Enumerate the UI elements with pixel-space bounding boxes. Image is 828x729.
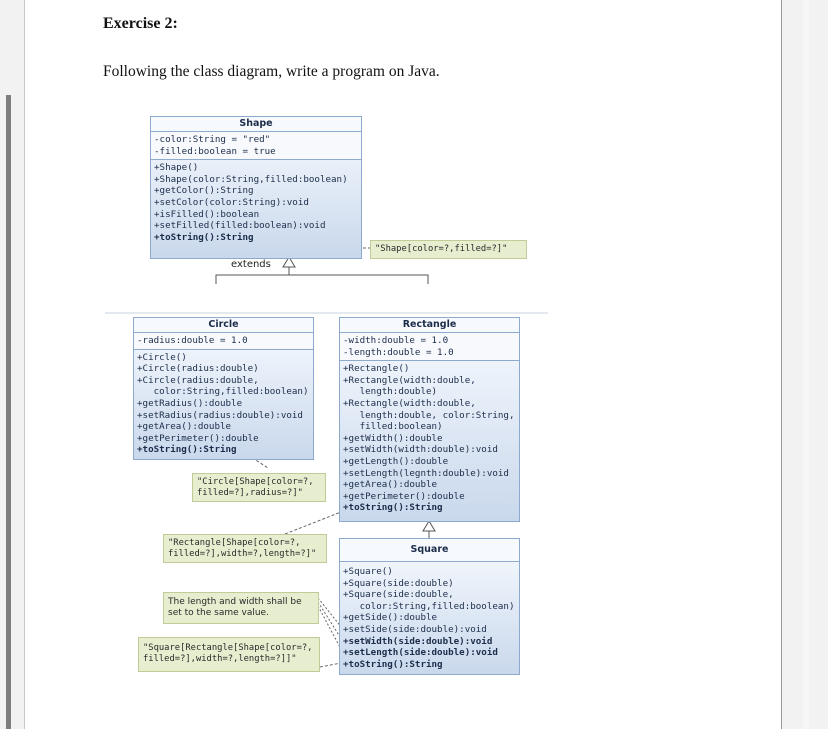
circle-methods: [134, 350, 313, 458]
method: +Rectangle(width:double,: [343, 374, 476, 386]
method: +Square(): [343, 566, 393, 577]
shape-class-name: Shape: [151, 117, 361, 132]
square-note-connector: [320, 663, 341, 667]
note-text: set to the same value.: [168, 608, 269, 618]
square-class: [339, 538, 520, 675]
rectangle-class-name: Rectangle: [340, 318, 519, 333]
square-tostring-note: [138, 637, 320, 672]
extends-label: extends: [231, 259, 271, 270]
shape-attributes: [151, 132, 361, 160]
method: +Rectangle(): [343, 363, 410, 375]
method: +Square(side:double,: [343, 589, 454, 601]
shape-class: [150, 116, 362, 259]
method: +toString():String: [137, 444, 237, 456]
circle-tostring-note: [192, 473, 326, 502]
shape-tostring-note: [370, 240, 527, 259]
note-text: "Shape[color=?,filled=?]": [375, 244, 508, 254]
method: +toString():String: [343, 658, 443, 670]
note-text: "Circle[Shape[color=?,: [197, 477, 314, 487]
square-methods: [340, 562, 519, 672]
note-text: "Rectangle[Shape[color=?,: [168, 538, 301, 548]
square-extends-arrowhead: [423, 521, 435, 531]
method: +getArea():double: [137, 421, 232, 433]
method: length:double, color:String,: [343, 409, 515, 421]
method: +setLength(legnth:double):void: [343, 467, 509, 479]
method: +getColor():String: [154, 185, 254, 197]
note-text: The length and width shall be: [168, 597, 302, 607]
method: +setLength(side:double):void: [343, 647, 498, 659]
method: +isFilled():boolean: [154, 208, 260, 220]
note-text: filled=?],radius=?]": [197, 488, 303, 498]
method: +Circle(radius:double): [137, 363, 259, 375]
method: length:double): [343, 386, 438, 398]
method: +setRadius(radius:double):void: [137, 409, 303, 421]
circle-class: [133, 317, 314, 460]
method: +toString():String: [343, 502, 443, 514]
method: +toString():String: [154, 231, 254, 243]
method: +getRadius():double: [137, 397, 243, 409]
method: +Circle(): [137, 351, 187, 363]
exercise-heading: Exercise 2:: [103, 15, 178, 32]
note-text: filled=?],width=?,length=?]": [168, 549, 317, 559]
method: +getPerimeter():double: [137, 432, 259, 444]
method: +Shape(color:String,filled:boolean): [154, 173, 348, 185]
method: +getPerimeter():double: [343, 490, 465, 502]
attribute: -length:double = 1.0: [343, 346, 454, 358]
note-text: "Square[Rectangle[Shape[color=?,: [143, 643, 313, 653]
note-text: filled=?],width=?,length=?]]": [143, 654, 297, 664]
attribute: -width:double = 1.0: [343, 335, 449, 346]
method: +Square(side:double): [343, 577, 454, 589]
method: +getSide():double: [343, 612, 438, 624]
circle-class-name: Circle: [134, 318, 313, 333]
square-constraint-note: [163, 592, 319, 624]
rectangle-attributes: [340, 333, 519, 361]
inheritance-branch: [216, 275, 428, 284]
rectangle-methods: [340, 361, 519, 516]
shape-methods: [151, 160, 361, 245]
method: filled:boolean): [343, 421, 443, 433]
method: +setFilled(filled:boolean):void: [154, 220, 326, 232]
method: +getArea():double: [343, 479, 438, 491]
method: +Rectangle(width:double,: [343, 397, 476, 409]
method: +setWidth(width:double):void: [343, 444, 498, 456]
exercise-instruction: Following the class diagram, write a program on Java.: [103, 63, 440, 80]
method: +getLength():double: [343, 455, 449, 467]
attribute: -radius:double = 1.0: [137, 335, 248, 346]
method: +setSide(side:double):void: [343, 623, 487, 635]
rectangle-class: [339, 317, 520, 522]
method: +Shape(): [154, 162, 199, 174]
rectangle-note-connector: [285, 512, 341, 534]
method: +getWidth():double: [343, 432, 443, 444]
method: +setWidth(side:double):void: [343, 635, 493, 647]
circle-attributes: [134, 333, 313, 350]
method: color:String,filled:boolean): [343, 600, 515, 612]
attribute: -color:String = "red": [154, 134, 271, 145]
method: color:String,filled:boolean): [137, 386, 309, 398]
method: +Circle(radius:double,: [137, 374, 259, 386]
square-class-name: Square: [340, 539, 519, 562]
rectangle-tostring-note: [163, 534, 327, 563]
attribute: -filled:boolean = true: [154, 145, 276, 157]
method: +setColor(color:String):void: [154, 196, 309, 208]
